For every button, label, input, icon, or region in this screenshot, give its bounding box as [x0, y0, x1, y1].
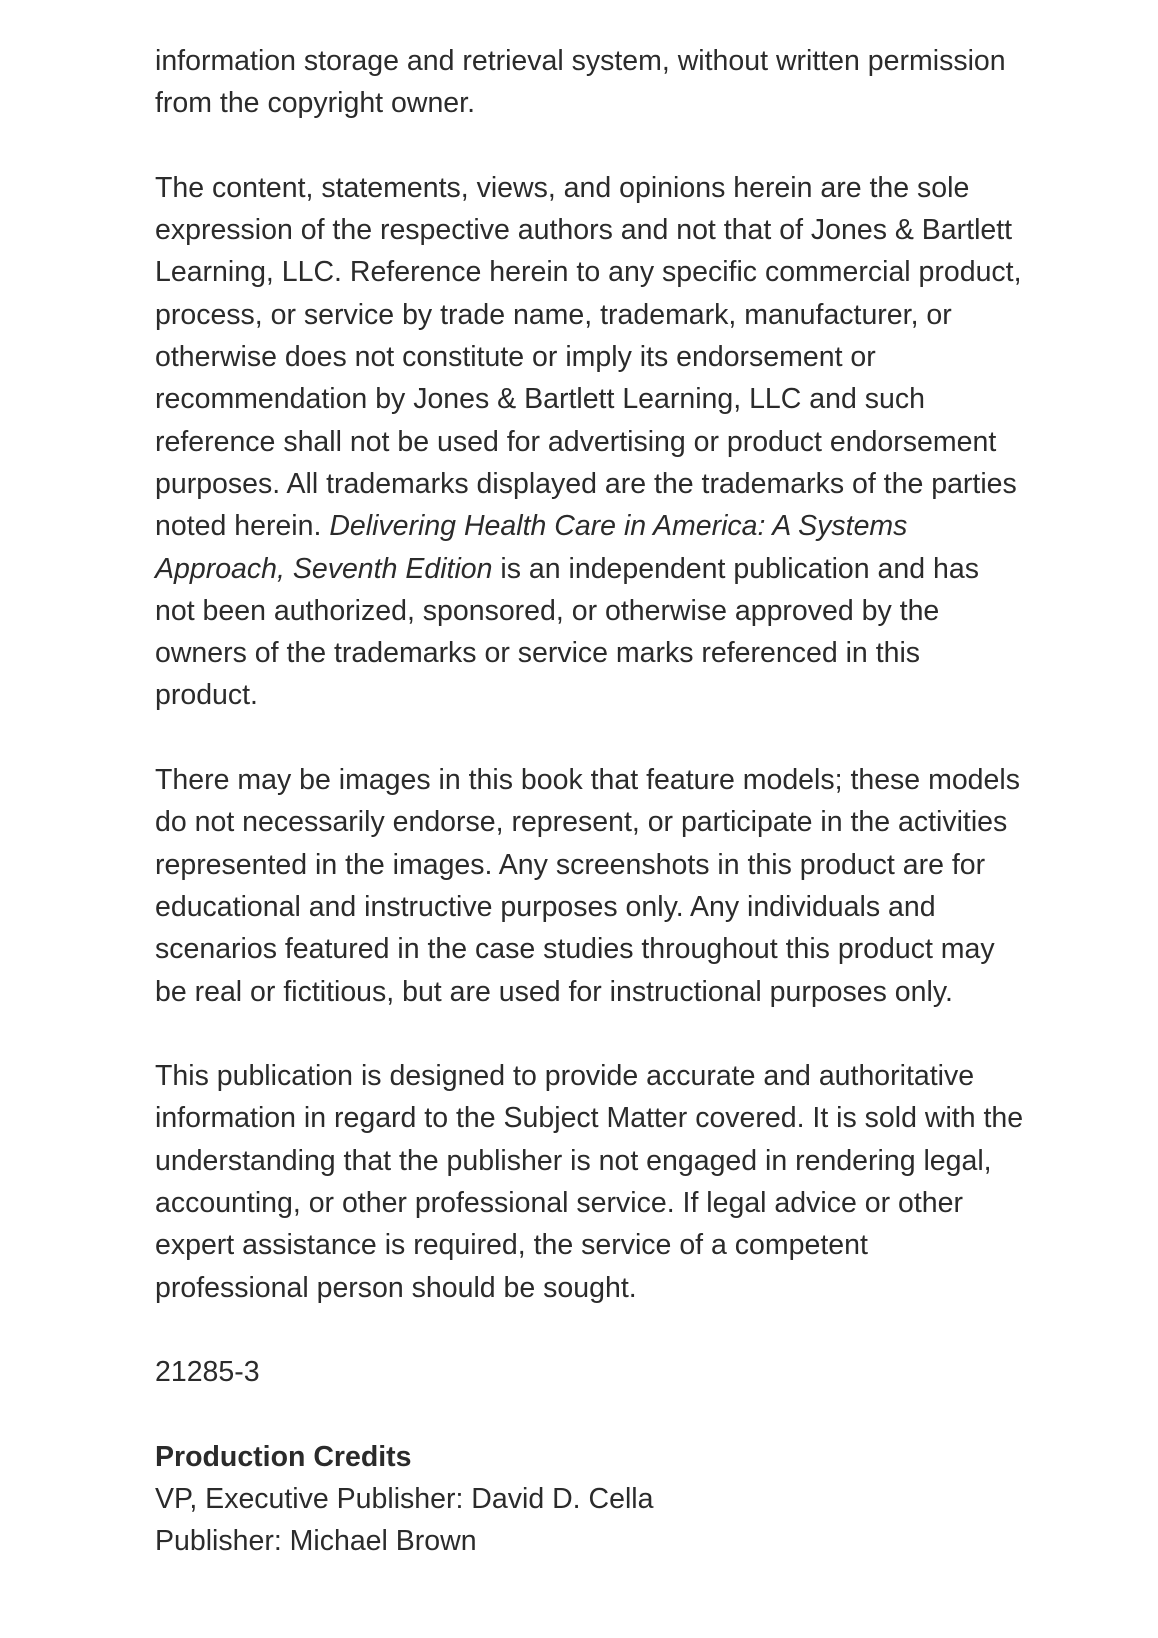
rights-paragraph-continued: information storage and retrieval system, without written permission from the copyright owner.: [155, 45, 1006, 120]
credit-line: VP, Executive Publisher: David D. Cella: [155, 1483, 654, 1516]
disclaimer-text-part1: The content, statements, views, and opinions herein are the sole expression of the respective authors and not that of Jones & Bartlett Learning, LLC. Reference herein to any specific commercial product, process, or service by trade name, trademark, manufacturer, or otherwise does not constitute or imply its endorsement or recommendation by Jones & Bartlett Learning, LLC and such reference shall not be used for advertising or product endorsement purposes. All trademarks displayed are the trademarks of the parties noted herein.: [155, 171, 1022, 543]
book-title: Delivering Health Care in America: A Systems Approach, Seventh Edition: [155, 510, 908, 585]
disclaimer-text-part2: is an independent publication and has not been authorized, sponsored, or otherwise approved by the owners of the trademarks or service marks referenced in this product.: [155, 552, 979, 712]
copyright-page: [155, 40, 1025, 1563]
professional-advice-paragraph: This publication is designed to provide accurate and authoritative information in regard to the Subject Matter covered. It is sold with the understanding that the publisher is not engaged in rendering legal, accounting, or other professional service. If legal advice or other expert assistance is required, the service of a competent professional person should be sought.: [155, 1060, 1024, 1304]
disclaimer-paragraph: [155, 167, 1025, 717]
models-paragraph: There may be images in this book that feature models; these models do not necessarily endorse, represent, or participate in the activities represented in the images. Any screenshots in this product are for educational and instructive purposes only. Any individuals and scenarios featured in the case studies throughout this product may be real or fictitious, but are used for instructional purposes only.: [155, 764, 1020, 1008]
credit-line: Publisher: Michael Brown: [155, 1525, 477, 1558]
production-credits-heading: Production Credits: [155, 1440, 412, 1473]
product-code: 21285-3: [155, 1356, 260, 1389]
